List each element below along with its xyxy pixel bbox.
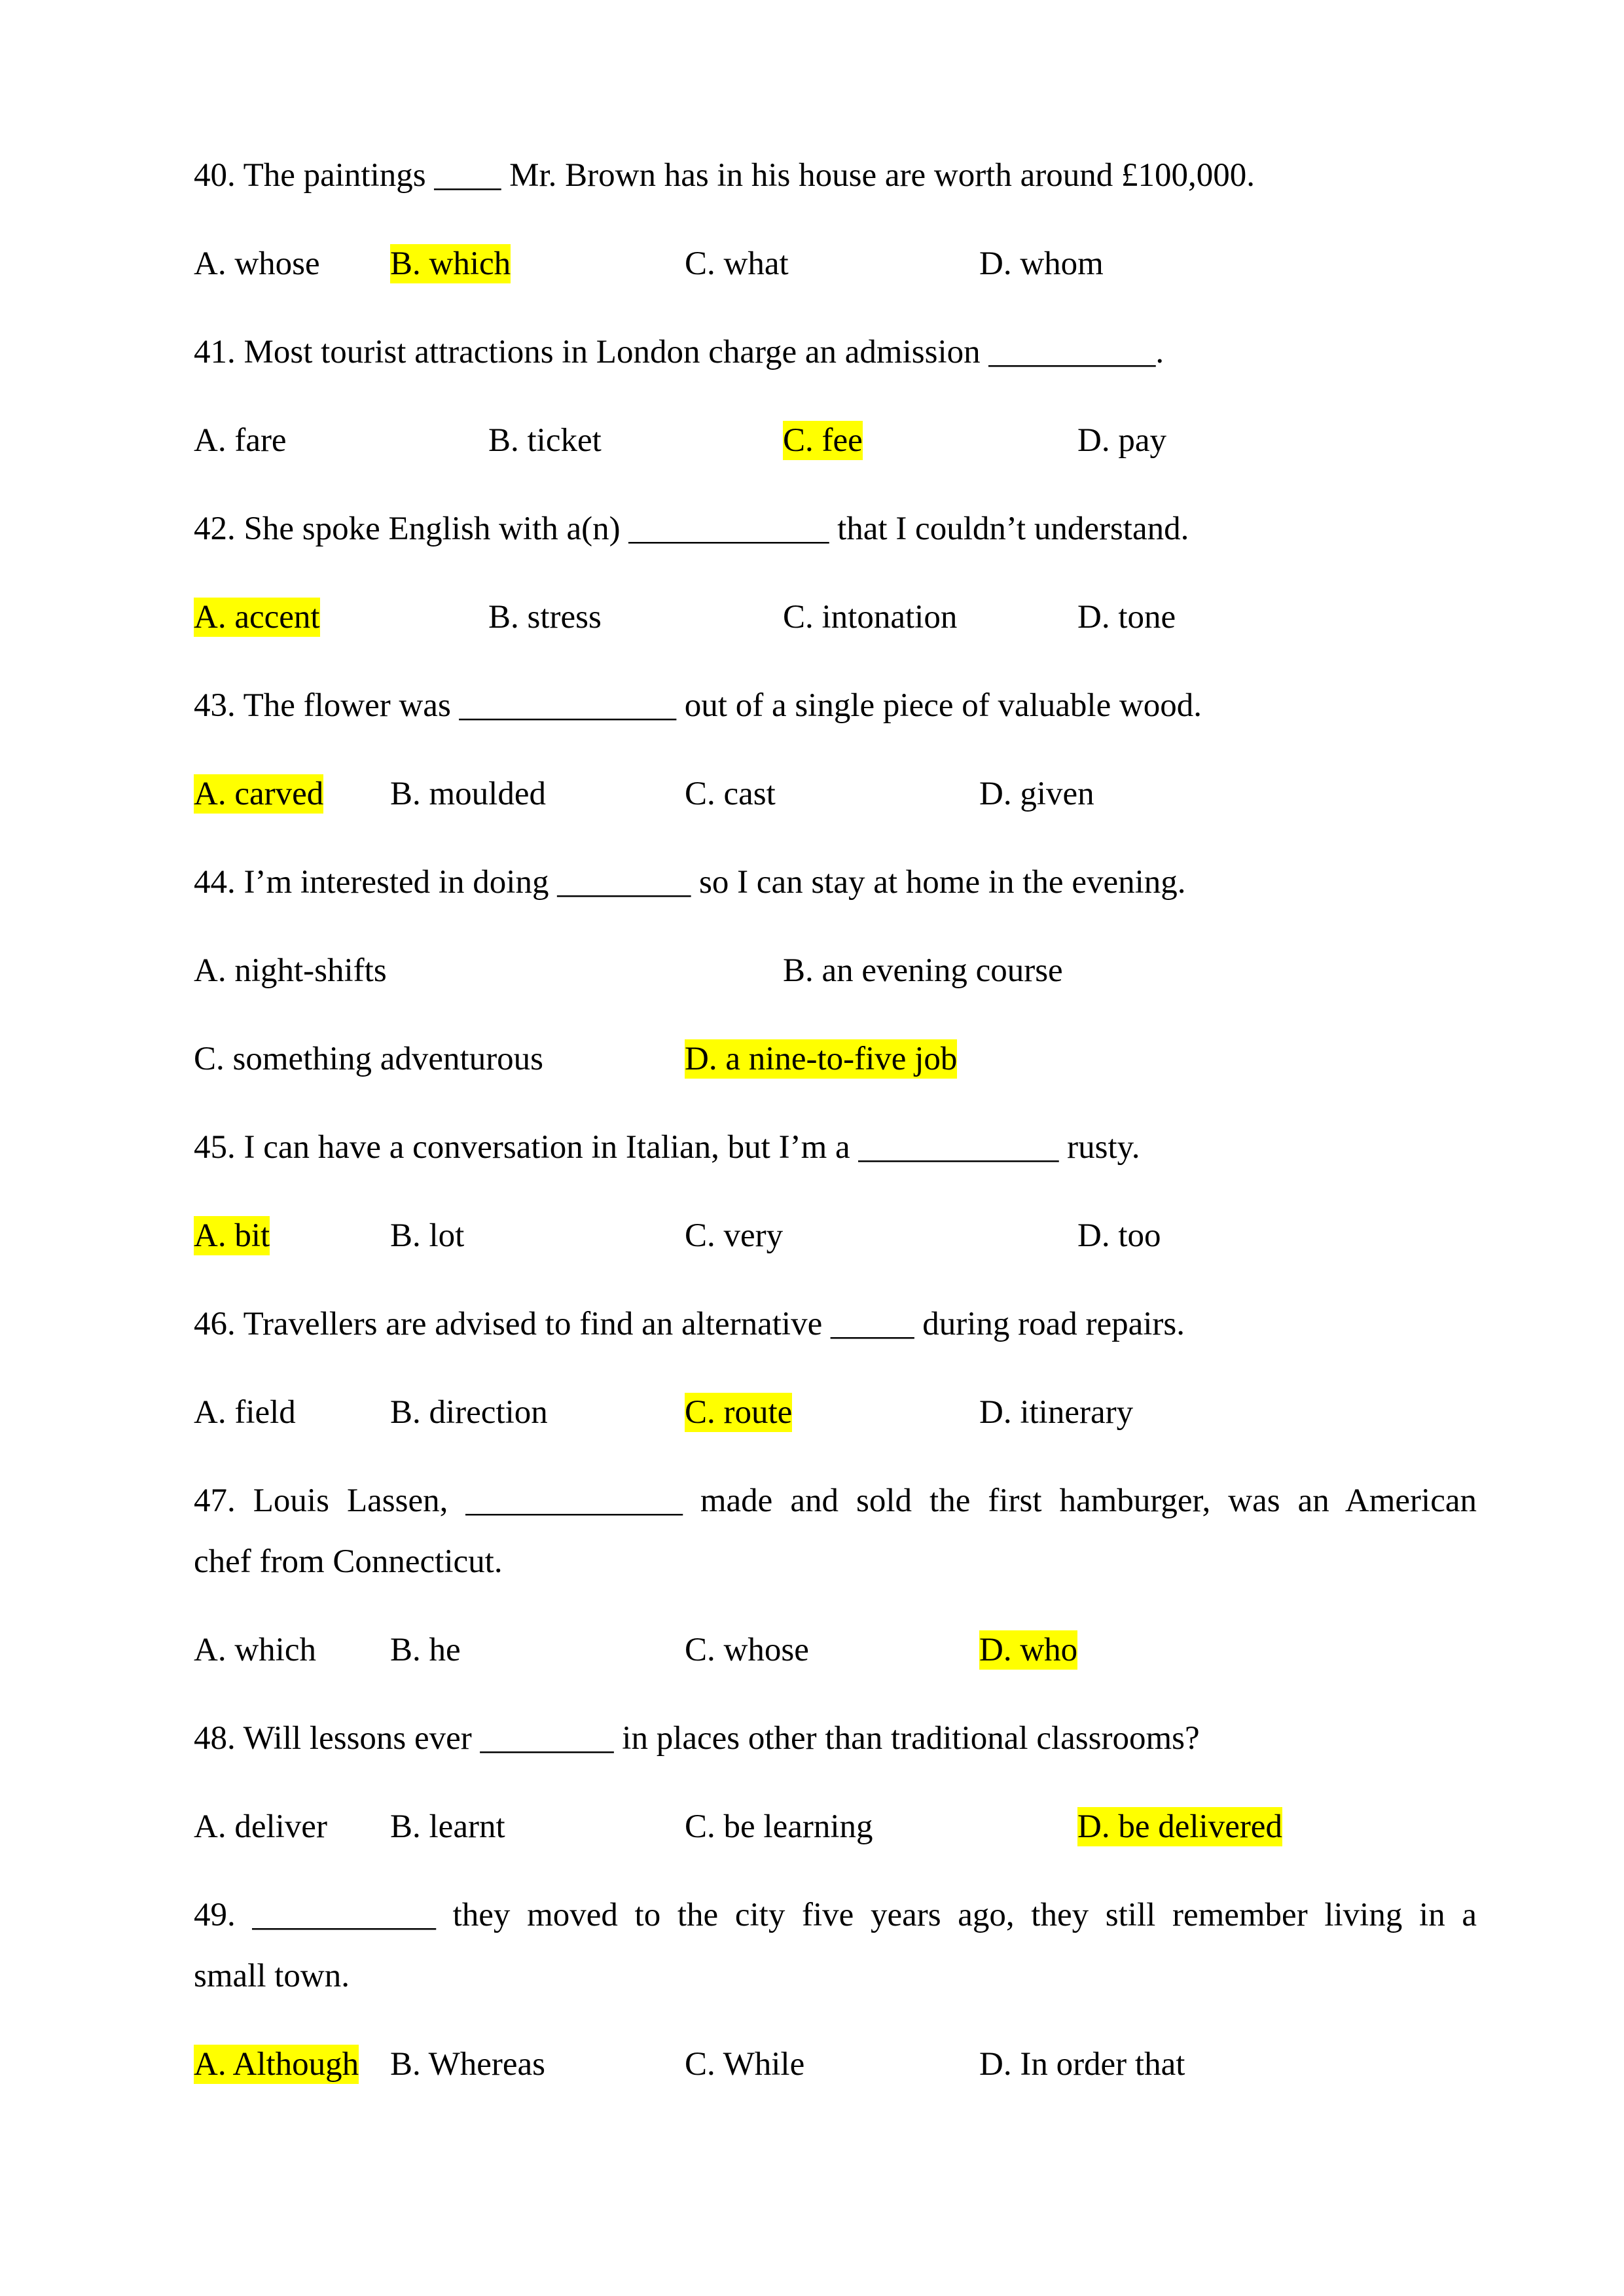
question-45: 45. I can have a conversation in Italian, but I’m a ____________ rusty. bbox=[194, 1129, 1140, 1166]
option-41-b: B. ticket bbox=[488, 422, 602, 459]
option-44-d-answer: D. a nine-to-five job bbox=[685, 1041, 958, 1077]
option-47-c: C. whose bbox=[685, 1632, 809, 1668]
option-46-a: A. field bbox=[194, 1394, 296, 1431]
option-43-b: B. moulded bbox=[390, 776, 546, 812]
option-49-d: D. In order that bbox=[979, 2046, 1185, 2083]
option-49-c: C. While bbox=[685, 2046, 805, 2083]
option-46-c-answer: C. route bbox=[685, 1394, 793, 1431]
option-40-a: A. whose bbox=[194, 245, 320, 282]
option-41-d: D. pay bbox=[1077, 422, 1166, 459]
option-41-a: A. fare bbox=[194, 422, 287, 459]
option-47-a: A. which bbox=[194, 1632, 316, 1668]
option-43-a-answer: A. carved bbox=[194, 776, 324, 812]
option-44-c: C. something adventurous bbox=[194, 1041, 544, 1077]
question-48: 48. Will lessons ever ________ in places other than traditional classrooms? bbox=[194, 1720, 1200, 1757]
question-43: 43. The flower was _____________ out of a single piece of valuable wood. bbox=[194, 687, 1202, 724]
option-49-b: B. Whereas bbox=[390, 2046, 545, 2083]
question-41: 41. Most tourist attractions in London charge an admission __________. bbox=[194, 334, 1164, 370]
question-42: 42. She spoke English with a(n) ____________ that I couldn’t understand. bbox=[194, 511, 1189, 547]
option-47-b: B. he bbox=[390, 1632, 461, 1668]
question-40: 40. The paintings ____ Mr. Brown has in his house are worth around £100,000. bbox=[194, 157, 1255, 194]
option-45-c: C. very bbox=[685, 1217, 784, 1254]
option-42-c: C. intonation bbox=[783, 599, 958, 636]
option-46-d: D. itinerary bbox=[979, 1394, 1134, 1431]
option-48-a: A. deliver bbox=[194, 1808, 327, 1845]
option-42-d: D. tone bbox=[1077, 599, 1176, 636]
option-46-b: B. direction bbox=[390, 1394, 548, 1431]
question-49-line-1: 49. ___________ they moved to the city five years ago, they still remember living in a bbox=[194, 1897, 1477, 1933]
option-43-c: C. cast bbox=[685, 776, 776, 812]
option-45-a-answer: A. bit bbox=[194, 1217, 270, 1254]
option-45-d: D. too bbox=[1077, 1217, 1161, 1254]
option-40-c: C. what bbox=[685, 245, 789, 282]
question-47-line-1: 47. Louis Lassen, _____________ made and sold the first hamburger, was an American bbox=[194, 1482, 1477, 1519]
option-42-b: B. stress bbox=[488, 599, 602, 636]
question-44: 44. I’m interested in doing ________ so I can stay at home in the evening. bbox=[194, 864, 1186, 901]
question-46: 46. Travellers are advised to find an alternative _____ during road repairs. bbox=[194, 1306, 1185, 1342]
option-42-a-answer: A. accent bbox=[194, 599, 320, 636]
option-44-b: B. an evening course bbox=[783, 952, 1063, 989]
option-40-d: D. whom bbox=[979, 245, 1104, 282]
option-47-d-answer: D. who bbox=[979, 1632, 1078, 1668]
option-41-c-answer: C. fee bbox=[783, 422, 863, 459]
option-49-a-answer: A. Although bbox=[194, 2046, 359, 2083]
option-40-b-answer: B. which bbox=[390, 245, 511, 282]
option-48-d-answer: D. be delivered bbox=[1077, 1808, 1282, 1845]
option-48-b: B. learnt bbox=[390, 1808, 505, 1845]
question-47-line-2: chef from Connecticut. bbox=[194, 1543, 503, 1580]
option-43-d: D. given bbox=[979, 776, 1094, 812]
option-48-c: C. be learning bbox=[685, 1808, 873, 1845]
option-45-b: B. lot bbox=[390, 1217, 465, 1254]
option-44-a: A. night-shifts bbox=[194, 952, 387, 989]
question-49-line-2: small town. bbox=[194, 1958, 350, 1994]
